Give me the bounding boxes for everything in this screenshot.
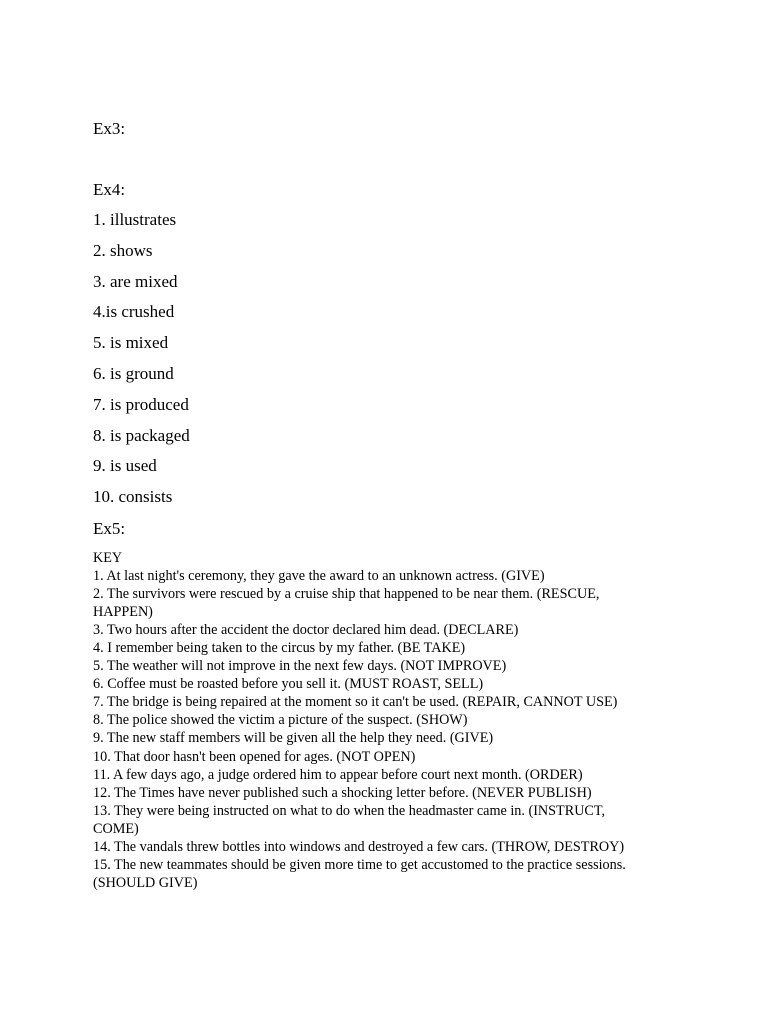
ex5-key-item: 13. They were being instructed on what to do when the headmaster came in. (INSTRUCT, COME)	[93, 802, 606, 837]
ex4-answer-item: 3. are mixed	[93, 271, 178, 291]
ex4-answer-item: 1. illustrates	[93, 210, 177, 229]
ex5-key-item: 3. Two hours after the accident the doctor declared him dead. (DECLARE)	[93, 622, 519, 639]
ex5-key-block	[93, 549, 653, 892]
ex4-answer-item: 6. is ground	[93, 363, 174, 383]
ex4-answer-item: 5. is mixed	[93, 333, 169, 353]
ex5-key-item: 9. The new staff members will be given all the help they need. (GIVE)	[93, 730, 494, 747]
ex4-answer-item: 4.is crushed	[93, 302, 175, 322]
ex5-key-item: 12. The Times have never published such a shocking letter before. (NEVER PUBLISH)	[93, 784, 592, 801]
ex3-heading: Ex3:	[93, 119, 126, 138]
ex5-key-item: 10. That door hasn't been opened for ages. (NOT OPEN)	[93, 748, 416, 765]
ex5-key-item: 11. A few days ago, a judge ordered him to appear before court next month. (ORDER)	[93, 766, 583, 783]
ex4-answer-item: 2. shows	[93, 240, 153, 260]
ex5-heading: Ex5:	[93, 519, 126, 538]
ex4-answer-item: 10. consists	[93, 487, 173, 507]
ex5-key-item: 2. The survivors were rescued by a cruise ship that happened to be near them. (RESCUE, HAPPEN)	[93, 586, 600, 621]
ex5-key-item: 5. The weather will not improve in the next few days. (NOT IMPROVE)	[93, 658, 507, 675]
ex4-answer-item: 9. is used	[93, 456, 157, 476]
ex5-key-item: 15. The new teammates should be given more time to get accustomed to the practice sessions. (SHOULD GIVE)	[93, 856, 626, 891]
key-label: KEY	[93, 550, 123, 566]
ex5-key-item: 14. The vandals threw bottles into windows and destroyed a few cars. (THROW, DESTROY)	[93, 838, 625, 855]
ex4-answer-list	[93, 210, 190, 518]
ex4-answer-item: 8. is packaged	[93, 425, 190, 445]
ex4-heading: Ex4:	[93, 180, 126, 199]
ex5-key-item: 4. I remember being taken to the circus by my father. (BE TAKE)	[93, 640, 466, 657]
ex5-key-item: 8. The police showed the victim a picture of the suspect. (SHOW)	[93, 712, 468, 729]
ex5-key-item: 1. At last night's ceremony, they gave the award to an unknown actress. (GIVE)	[93, 568, 545, 585]
ex4-answer-item: 7. is produced	[93, 394, 189, 414]
ex5-key-item: 7. The bridge is being repaired at the moment so it can't be used. (REPAIR, CANNOT USE)	[93, 694, 618, 711]
ex5-key-item: 6. Coffee must be roasted before you sell it. (MUST ROAST, SELL)	[93, 676, 484, 693]
